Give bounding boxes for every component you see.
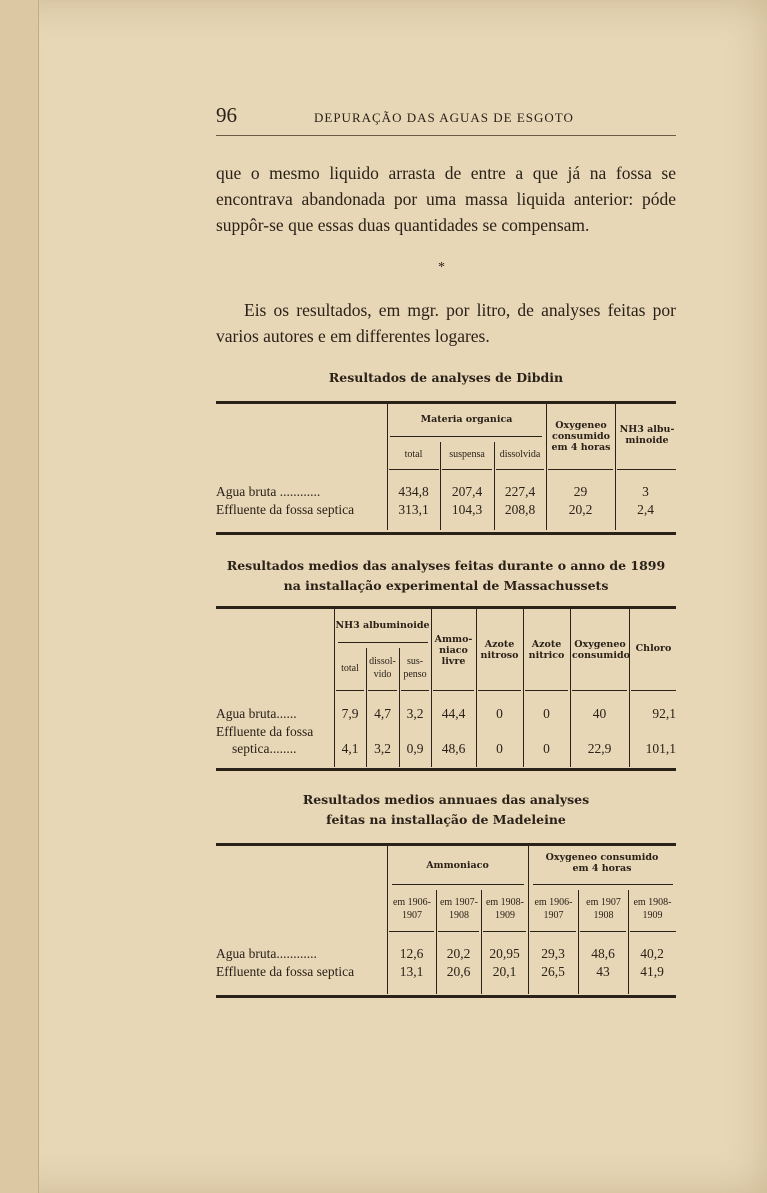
table-row: Effluente da fossa septica	[216, 502, 355, 517]
table2-group-header: NH3 albuminoide	[335, 620, 430, 631]
table1-col-oxygen: Oxygeneo consumido em 4 horas	[551, 420, 611, 453]
table2-col-oxygeneo: Oxygeneo consumido	[572, 639, 630, 661]
page-gutter	[0, 0, 39, 1193]
page-number: 96	[216, 103, 237, 127]
header-rule	[216, 135, 676, 136]
running-title: DEPURAÇÃO DAS AGUAS DE ESGOTO	[314, 110, 574, 125]
table3-caption-line2: feitas na installação de Madeleine	[326, 812, 566, 827]
table-row: Agua bruta............	[216, 946, 317, 961]
table3-top-rule	[216, 843, 676, 846]
table3-group-ammoniaco: Ammoniaco	[426, 860, 489, 871]
table2-col-azote-nitrico: Azote nitrico	[528, 639, 565, 661]
table-row: Effluente da fossa septica	[216, 964, 355, 979]
section-separator: *	[438, 260, 445, 275]
table1-top-rule	[216, 401, 676, 404]
table2-col-ammoniaco: Ammo-niaco livre	[434, 634, 473, 667]
table2-caption-line1: Resultados medios das analyses feitas durante o anno de 1899	[226, 558, 666, 573]
paragraph-2: Eis os resultados, em mgr. por litro, de analyses feitas por varios autores e em differentes logares.	[216, 300, 676, 346]
table-row-cont: septica........	[232, 741, 297, 756]
table2-caption-line2: na installação experimental de Massachussets	[283, 578, 609, 593]
book-page: 96 DEPURAÇÃO DAS AGUAS DE ESGOTO que o mesmo liquido arrasta de entre a que já na fossa se encontrava abandonada por uma massa liquida anterior: póde suppôr-se que essas duas quantidades se compensam. * Eis os resultados, em mgr. por litro, de analyses feitas por varios autores e em differentes logares. Resultados de analyses de Dibdin Materia organica total suspensa dissolvida Oxygeneo consumido em 4 horas NH3 albu-minoide Agua bruta ............ 434,8 207,4 227,4 29 3 Effluente da fossa septica 313,1 104,3 208,8 20,2 2,4 Resultados medios das analyses feitas durante o anno de 1899 na installação experimental de Massachussets NH3 albuminoide total dissol-vido sus-penso Ammo-niaco livre Azote nitroso Azote nitrico Oxygeneo consumido Chloro Agua bruta...... 7,9 4,7 3,2 44,4 0 0 40 92,1 Effluente da fossa septica........ 4,1 3,2 0,9 48,6 0 0 22,9 101,1 Resultados medios annuaes das analyses feitas na installação de Madeleine Ammoniaco Oxygeneo consumido em 4 horas em 1906-1907 em 1907-1908 em 1908-1909 em 1906-1907 em 1907 1908 em 1908-1909 Agua bruta............ 12,6 20,2 20,95 29,3 48,6 40,2 Effluente da fossa septica 13,1 20,6 20,1 26,5 43 41,9	[0, 0, 767, 1193]
paragraph-1: que o mesmo liquido arrasta de entre a que já na fossa se encontrava abandonada por uma massa liquida anterior: póde suppôr-se que essas duas quantidades se compensam.	[216, 163, 676, 235]
table-row: Agua bruta......	[216, 706, 297, 721]
table2-top-rule	[216, 606, 676, 609]
table1-brace	[390, 436, 542, 437]
table2-col-azote-nitroso: Azote nitroso	[480, 639, 519, 661]
table1-col-nh3: NH3 albu-minoide	[619, 424, 675, 446]
table3-group-oxygeneo: Oxygeneo consumido em 4 horas	[545, 852, 659, 874]
table1-group-header: Materia organica	[420, 414, 513, 425]
table1-caption: Resultados de analyses de Dibdin	[328, 370, 564, 385]
table2-col-chloro: Chloro	[635, 643, 672, 654]
table3-caption-line1: Resultados medios annuaes das analyses	[302, 792, 590, 807]
table-row: Agua bruta ............	[216, 484, 321, 499]
table-row: Effluente da fossa	[216, 724, 314, 739]
